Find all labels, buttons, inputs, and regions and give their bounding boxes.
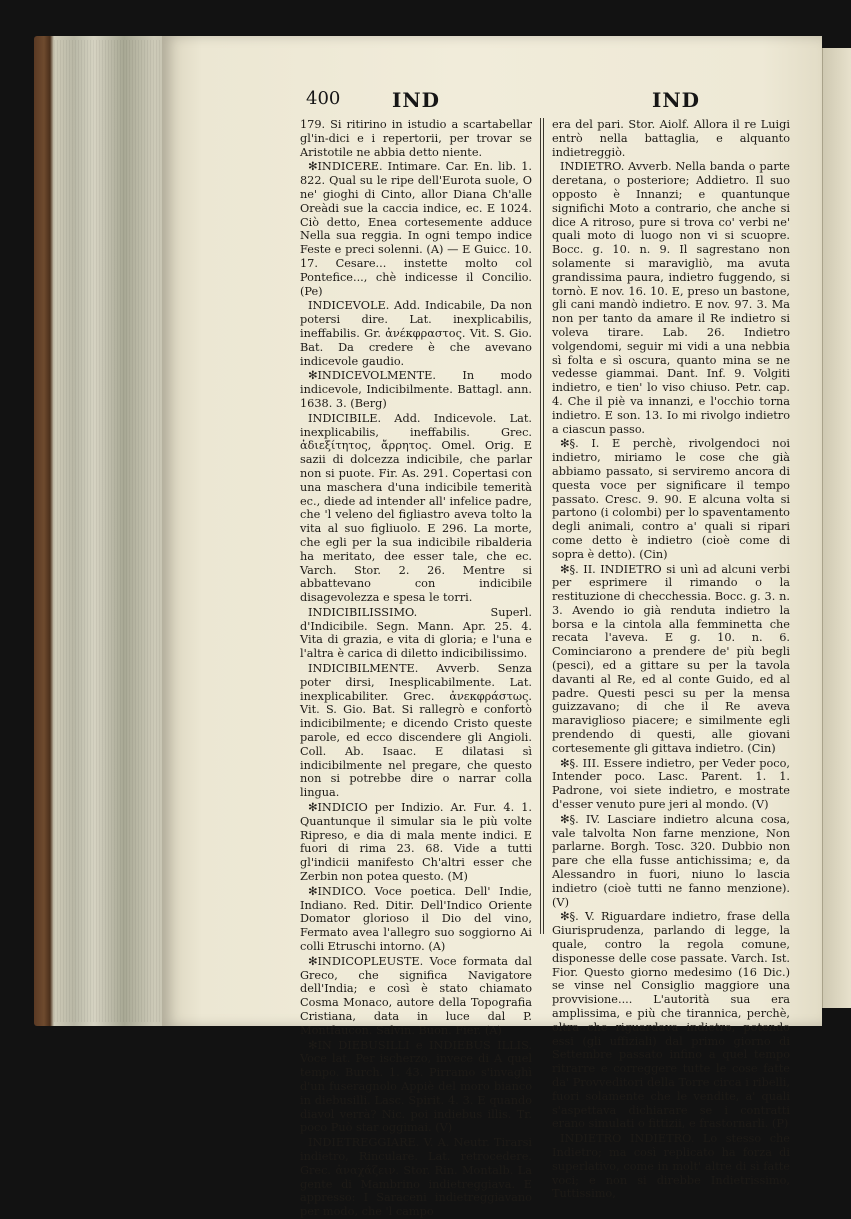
column-divider: [540, 118, 541, 934]
entry-indico: ✻INDICO. Voce poetica. Dell' Indie, Indiano. Red. Ditir. Dell'Indico Oriente Domator glorioso il Dio del vino, Fermato avea l'allegro suo soggiorno Ai colli Etruschi intorno. (A): [300, 884, 532, 954]
entry-indietro-s2: ✻§. II. INDIETRO si unì ad alcuni verbi per esprimere il rimando o la restituzione di checchessia. Bocc. g. 3. n. 3. Avendo io già renduta indietro la borsa e la cintola alla femminetta che recata l'aveva. E g. 10. n. 6. Cominciarono a prendere de' più begli (pesci), ed a gittare su per la tavola davanti al Re, ed al conte Guido, ed al padre. Questi pesci su per la mensa guizzavano; di che il Re aveva maraviglioso piacere; e similmente egli prendendo di questi, alle giovani cortesemente gli gittava indietro. (Cin): [552, 562, 790, 755]
running-head-right: IND: [652, 88, 700, 112]
entry-indietro: INDIETRO. Avverb. Nella banda o parte deretana, o posteriore; Addietro. Il suo opposto è Innanzi; e quantunque significhi Moto a contrario, che anche si dice A ritroso, pure si trova co' verbi ne' quali moto di luogo non vi si scuopre. Bocc. g. 10. n. 9. Il sagrestano non solamente si maravigliò, ma avuta grandissima paura, indietro fuggendo, si tornò. E nov. 16. 10. E, preso un bastone, gli cani mandò indietro. E nov. 97. 3. Ma non per tanto da amare il Re indietro si voleva tirare. Lab. 26. Indietro volgendomi, seguir mi vidi a una nebbia sì folta e sì oscura, quanto mina se ne vedesse giammai. Dant. Inf. 9. Volgiti indietro, e tien' lo viso chiuso. Petr. cap. 4. Che il piè va innanzi, e l'occhio torna indietro. E son. 13. Io mi rivolgo indietro a ciascun passo.: [552, 160, 790, 436]
page-number: 400: [306, 88, 341, 109]
entry-indicibilissimo: INDICIBILISSIMO. Superl. d'Indicibile. Segn. Mann. Apr. 25. 4. Vita di grazia, e vita di gloria; e l'una e l'altra è carica di diletto indicibilissimo.: [300, 605, 532, 661]
running-head-left: IND: [392, 88, 440, 112]
entry-indicibilmente: INDICIBILMENTE. Avverb. Senza poter dirsi, Inesplicabilmente. Lat. inexplicabiliter. Grec. ἀνεκφράστως. Vit. S. Gio. Bat. Si rallegrò e confortò indicibilmente; e dicendo Cristo queste parole, ed ecco discendere gli Angioli. Coll. Ab. Isaac. E dilatasi sì indicibilmente nel pregare, che questo non si potrebbe dire o narrar colla lingua.: [300, 662, 532, 800]
entry-indietreggiare: INDIETREGGIARE. V. A. Neutr. Tirarsi indietro, Rinculare. Lat. retrocedere. Grec. ἀναχάζειν. Stor. Rin. Montalb. La gente di Mambrino indietreggiava. E appresso: I Saraceni indietreggiavano per modo, che 'l campo: [300, 1136, 532, 1219]
left-column: [300, 118, 532, 1219]
entry-indietro-s3: ✻§. III. Essere indietro, per Veder poco, Intender poco. Lasc. Parent. 1. 1. Padrone, voi siete indietro, e mostrate d'esser venuto pure jeri al mondo. (V): [552, 756, 790, 812]
page-header: [300, 88, 800, 118]
facing-page-edge: [822, 48, 851, 1008]
entry-in-diebusilli: ✻IN DIEBUSILLI e INDIEBUS ILLIS. Voce lat. Per ischerzo, invece di A quel tempo. Burch. 1. 43. Pirramo s'invaghì d'un fuseragnolo Appiè del moro bianco in diebusilli. Lasc. Spirit. 4. 3. E quando diavol verrà? Nic. poi indiebus illis. Tr. poco Può star oggimai. (V): [300, 1038, 532, 1135]
entry-indicevolmente: ✻INDICEVOLMENTE. In modo indicevole, Indicibilmente. Battagl. ann. 1638. 3. (Berg): [300, 369, 532, 410]
entry-text: 179. Si ritirino in istudio a scartabellar gl'in-dici e i repertorii, per trovar se Aristotile ne abbia detto niente.: [300, 118, 532, 159]
entry-indietro-indietro: INDIETRO INDIETRO. Lo stesso che Indietro; ma così replicato ha forza di superlativo, come in molt' altre di sì fatte voci; e non si direbbe Indietrissimo, Tuttissimo,: [552, 1132, 790, 1201]
entry-indietro-s4: ✻§. IV. Lasciare indietro alcuna cosa, vale talvolta Non farne menzione, Non parlarne. Borgh. Tosc. 320. Dubbio non pare che ella fusse antichissima; e, da Alessandro in fuori, niuno lo lascia indietro (cioè tutti ne fanno menzione). (V): [552, 812, 790, 909]
entry-indicibile: INDICIBILE. Add. Indicevole. Lat. inexplicabilis, ineffabilis. Grec. ἀδιεξίτητος, ἄρρητος. Omel. Orig. E sazii di dolcezza indicibile, che parlar non si puote. Fir. As. 291. Copertasi con una maschera d'una indicibile temerità ec., diede ad intender all' infelice padre, che 'l veleno del figliastro aveva tolto la vita al suo figliuolo. E 296. La morte, che egli per la sua indicibile ribalderia ha meritato, dee esser tale, che ec. Varch. Stor. 2. 26. Mentre si abbattevano con indicibile disagevolezza e spesa le torri.: [300, 411, 532, 605]
entry-indicopleuste: ✻INDICOPLEUSTE. Voce formata dal Greco, che significa Navigatore dell'India; e così è stato chiamato Cosma Monaco, autore della Topografia Cristiana, data in luce dal P. Montfaucon. Salvin. Buon. Fier. (A): [300, 954, 532, 1037]
entry-indicevole: INDICEVOLE. Add. Indicabile, Da non potersi dire. Lat. inexplicabilis, ineffabilis. Gr. ἀνέκφραστος. Vit. S. Gio. Bat. Da credere è che avevano indicevole gaudio.: [300, 299, 532, 368]
entry-indietro-s5: ✻§. V. Riguardare indietro, frase della Giurisprudenza, parlando di legge, la quale, contro la regola comune, disponesse delle cose passate. Varch. Ist. Fior. Questo giorno medesimo (16 Dic.) se vinse nel Consiglio maggiore una provvisione.... L'autorità sua era amplissima, e più che tirannica, perchè, oltra che riguardava indietro, potendo essi (gli uffiziali) dal primo giorno di Settembre passato infino a quel tempo ritrarre e correggere tutte le cose fatte da' Provveditori della Torre circa i ribelli, fuori solamente che le vendite, a' quali s'aspettava dichiarare se i contratti erano simulati o fittizii, e frastornarli. (P): [552, 910, 790, 1131]
right-column: [552, 118, 790, 1201]
entry-indicere: ✻INDICERE. Intimare. Car. En. lib. 1. 822. Qual su le ripe dell'Eurota suole, O ne' gioghi di Cinto, allor Diana Ch'alle Oreàdi sue la caccia indice, ec. E 1024. Ciò detto, Enea cortesemente adduce Nella sua reggia. In ogni tempo indice Feste e preci solenni. (A) — E Guicc. 10. 17. Cesare... instette molto col Pontefice..., chè indicesse il Concilio. (Pe): [300, 160, 532, 298]
column-divider-inner: [543, 118, 544, 934]
entry-text: era del pari. Stor. Aiolf. Allora il re Luigi entrò nella battaglia, e alquanto indietreggiò.: [552, 118, 790, 159]
entry-indietro-s1: ✻§. I. E perchè, rivolgendoci noi indietro, miriamo le cose che già abbiamo passato, si serviremo ancora di questa voce per significare il tempo passato. Cresc. 9. 90. E alcuna volta si partono (i colombi) per lo spaventamento degli animali, contro a' quali si ripari come detto è indietro (cioè come di sopra è detto). (Cin): [552, 437, 790, 561]
entry-indicio: ✻INDICIO per Indizio. Ar. Fur. 4. 1. Quantunque il simular sia le più volte Ripreso, e dia di mala mente indici. E fuori di rima 23. 68. Vide a tutti gl'indicii manifesto Ch'altri esser che Zerbin non potea questo. (M): [300, 801, 532, 884]
